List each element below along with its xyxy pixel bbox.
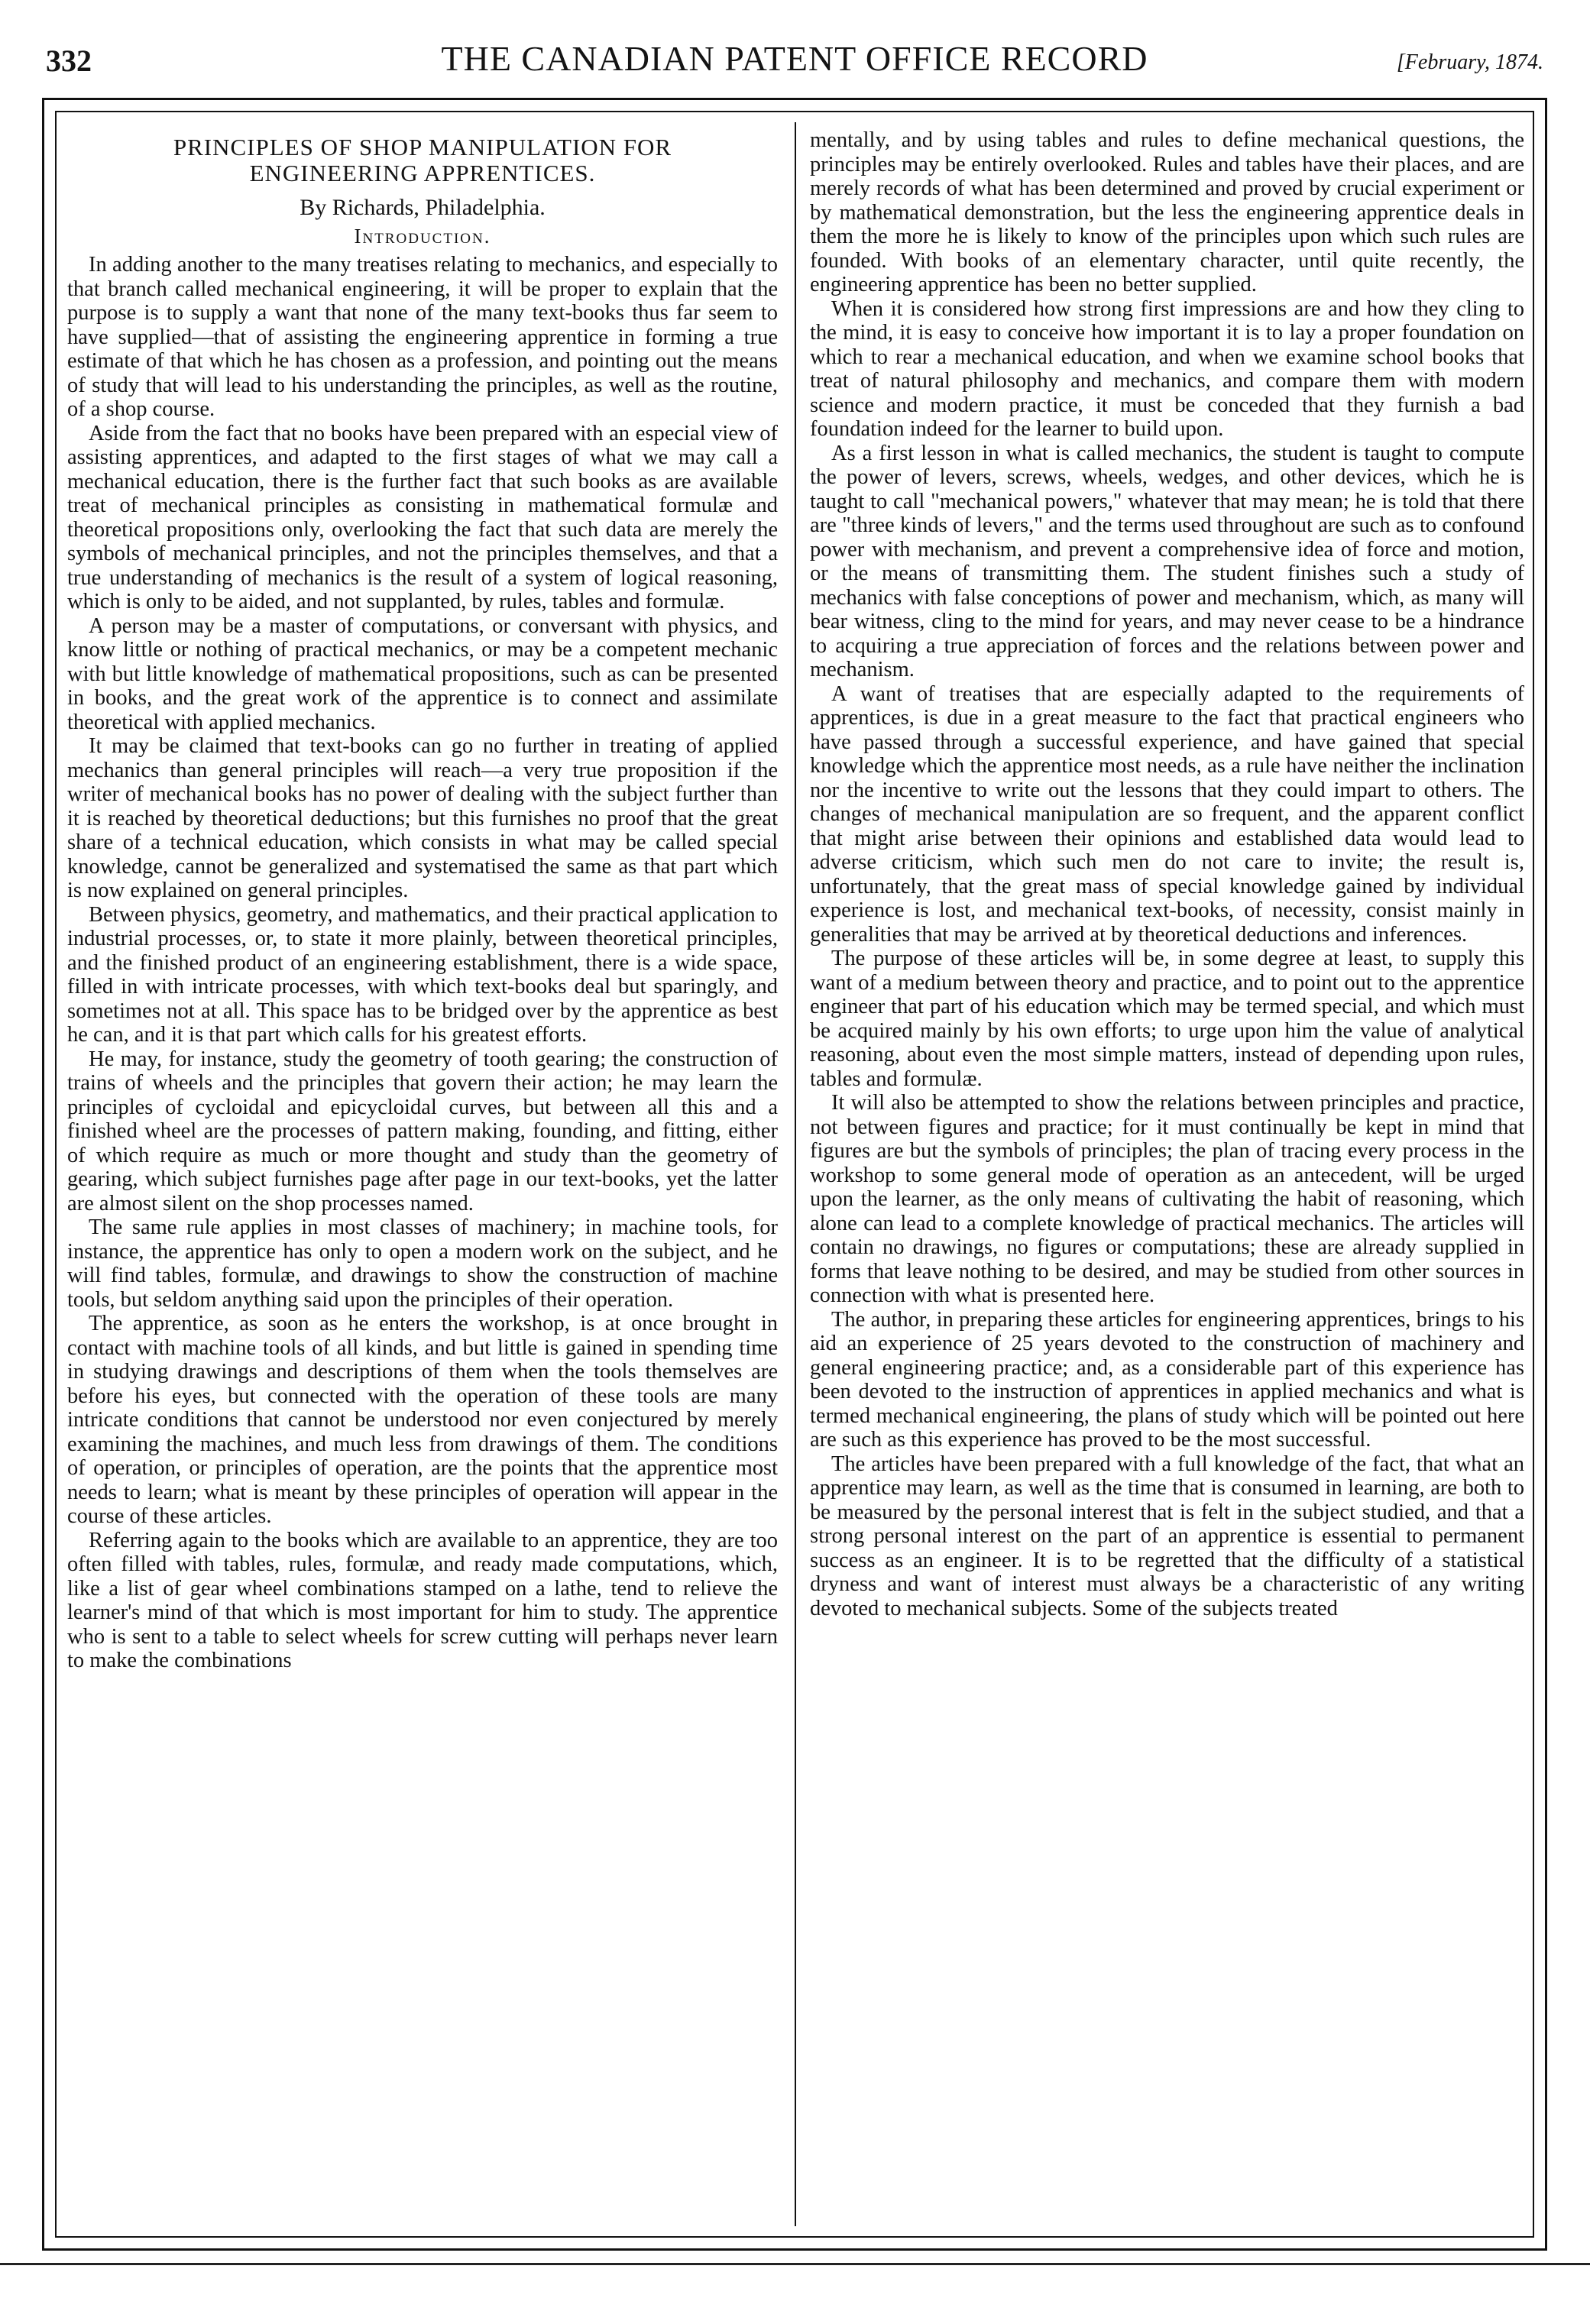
paragraph: The purpose of these articles will be, in some degree at least, to supply this want of a medium between theory and practice, and to point out to the apprentice engineer that part of his education which may be termed special, and which must be acquired mainly by his own efforts; to urge upon him the value of analytical reasoning, about even the most simple matters, instead of depending upon rules, tables and formulæ. <box>810 947 1524 1091</box>
article-title: PRINCIPLES OF SHOP MANIPULATION FOR ENGINEERING APPRENTICES. <box>173 134 672 186</box>
right-column <box>810 128 1524 1620</box>
paragraph: The author, in preparing these articles for engineering apprentices, brings to his aid an experience of 25 years devoted to the construction of machinery and general engineering practice; and, as a considerable part of this experience has been devoted to the instruction of apprentices in applied mechanics and what is termed mechanical engineering, the plans of study which will be pointed out here are such as this experience has proved to be the most successful. <box>810 1307 1524 1452</box>
paragraph: The apprentice, as soon as he enters the workshop, is at once brought in contact with machine tools of all kinds, and but little is gained in spending time in studying drawings and descriptions of them when the tools themselves are before his eyes, but connected with the operation of these tools are many intricate conditions that cannot be understood nor even conjectured by merely examining the machines, and much less from drawings of them. The conditions of operation, or principles of operation, are the points that the apprentice most needs to learn; what is meant by these principles of operation will appear in the course of these articles. <box>67 1312 778 1528</box>
paragraph: Aside from the fact that no books have been prepared with an especial view of assisting apprentices, and adapted to the first stages of what we may call a mechanical education, there is the further fact that such books as are available treat of mechanical principles as consisting in mathematical formulæ and theoretical propositions only, overlooking the fact that such data are merely the symbols of mechanical principles, and not the principles themselves, and that a true understanding of mechanics is the result of a system of logical reasoning, which is only to be aided, and not supplanted, by rules, tables and formulæ. <box>67 421 778 613</box>
paragraph: The same rule applies in most classes of machinery; in machine tools, for instance, the apprentice has only to open a modern work on the subject, and he will find tables, formulæ, and drawings to show the construction of machine tools, but seldom anything said upon the principles of their operation. <box>67 1215 778 1312</box>
paragraph: The articles have been prepared with a full knowledge of the fact, that what an apprentice may learn, as well as the time that is consumed in learning, are both to be measured by the personal interest that is felt in the subject studied, and that a strong personal interest on the part of an apprentice is essential to permanent success as an engineer. It is to be regretted that the difficulty of a statistical dryness and want of interest must always be a characteristic of any writing devoted to mechanical subjects. Some of the subjects treated <box>810 1452 1524 1620</box>
issue-date: [February, 1874. <box>1396 50 1543 74</box>
paragraph: In adding another to the many treatises relating to mechanics, and especially to that branch called mechanical engineering, it will be proper to explain that the purpose is to supply a want that none of the many text-books thus far seem to have supplied—that of assisting the engineering apprentice in forming a true estimate of that which he has chosen as a profession, and pointing out the means of study that will lead to his understanding the principles, as well as the routine, of a shop course. <box>67 253 778 421</box>
section-heading: Introduction. <box>354 224 491 248</box>
article-byline: By Richards, Philadelphia. <box>300 195 546 220</box>
paragraph: A want of treatises that are especially adapted to the requirements of apprentices, is due in a great measure to the fact that practical engineers who have passed through a successful experience, and have gained that special knowledge which the apprentice most needs, as a rule have neither the inclination nor the incentive to write out the lessons that they could impart to others. The changes of mechanical manipulation are so frequent, and the apparent conflict that might arise between their opinions and established data would lead to adverse criticism, which such men do not care to invite; the result is, unfortunately, that the great mass of special knowledge gained by individual experience is lost, and mechanical text-books, of necessity, consist mainly in generalities that may be arrived at by theoretical deductions and inferences. <box>810 681 1524 947</box>
paragraph: When it is considered how strong first impressions are and how they cling to the mind, it is easy to conceive how important it is to lay a proper foundation on which to rear a mechanical education, and when we examine school books that treat of natural philosophy and mechanics, and compare them with modern science and modern practice, it must be conceded that they furnish a bad foundation indeed for the learner to build upon. <box>810 296 1524 441</box>
left-column <box>67 128 778 1673</box>
paragraph: It will also be attempted to show the relations between principles and practice, not between figures and practice; for it must continually be kept in mind that figures are but the symbols of principles; the plan of tracing every process in the workshop to some general mode of operation as an antecedent, will be urged upon the learner, as the only means of cultivating the habit of reasoning, which alone can lead to a complete knowledge of practical mechanics. The articles will contain no drawings, no figures or computations; these are already supplied in forms that leave nothing to be desired, and may be studied from other sources in connection with what is presented here. <box>810 1091 1524 1307</box>
paragraph: He may, for instance, study the geometry of tooth gearing; the construction of trains of wheels and the principles that govern their action; he may learn the principles of cycloidal and epicycloidal curves, but between all this and a finished wheel are the processes of pattern making, founding, and fitting, either of which require as much or more thought and study than the geometry of gearing, which subject furnishes page after page in our text-books, yet the latter are almost silent on the shop processes named. <box>67 1047 778 1215</box>
column-divider <box>795 122 796 2226</box>
paragraph: It may be claimed that text-books can go no further in treating of applied mechanics than general principles will reach—a very true proposition if the writer of mechanical books has no power of dealing with the subject further than it is reached by theoretical deductions; but this furnishes no proof that the great share of a technical education, which consists in what may be called special knowledge, cannot be generalized and systematised the same as that part which is now explained on general principles. <box>67 734 778 902</box>
paragraph: mentally, and by using tables and rules to define mechanical questions, the principles may be entirely overlooked. Rules and tables have their places, and are merely records of what has been determined and proved by crucial experiment or by mathematical demonstration, but the less the engineering apprentice deals in them the more he is likely to know of the principles upon which such rules are founded. With books of an elementary character, until quite recently, the engineering apprentice has been no better supplied. <box>810 128 1524 296</box>
paragraph: Referring again to the books which are available to an apprentice, they are too often filled with tables, rules, formulæ, and ready made computations, which, like a list of gear wheel combinations stamped on a lathe, tend to relieve the learner's mind of that which is most important for him to study. The apprentice who is sent to a table to select wheels for screw cutting will perhaps never learn to make the combinations <box>67 1528 778 1672</box>
paragraph: Between physics, geometry, and mathematics, and their practical application to industrial processes, or, to state it more plainly, between theoretical principles, and the finished product of an engineering establishment, there is a wide space, filled in with intricate processes, with which text-books deal but sparingly, and sometimes not at all. This space has to be bridged over by the apprentice as best he can, and it is that part which calls for his greatest efforts. <box>67 902 778 1047</box>
journal-title: THE CANADIAN PATENT OFFICE RECORD <box>441 39 1148 78</box>
page-header <box>46 38 1543 84</box>
bottom-rule <box>0 2263 1590 2265</box>
paragraph: As a first lesson in what is called mechanics, the student is taught to compute the power of levers, screws, wheels, wedges, and other devices, which he is taught to call "mechanical powers," whatever that may mean; he is told that there are "three kinds of levers," and the terms used throughout are such as to confound power with mechanism, and prevent a comprehensive idea of force and motion, or the means of transmitting them. The student finishes such a study of mechanics with false conceptions of power and mechanism, which, as many will bear witness, cling to the mind for years, and may never cease to be a hindrance to acquiring a true appreciation of forces and the relations between power and mechanism. <box>810 441 1524 681</box>
page-number: 332 <box>46 44 92 78</box>
paragraph: A person may be a master of computations, or conversant with physics, and know little or nothing of practical mechanics, or may be a competent mechanic with but little knowledge of mathematical propositions, such as can be presented in books, and the great work of the apprentice is to connect and assimilate theoretical with applied mechanics. <box>67 613 778 734</box>
